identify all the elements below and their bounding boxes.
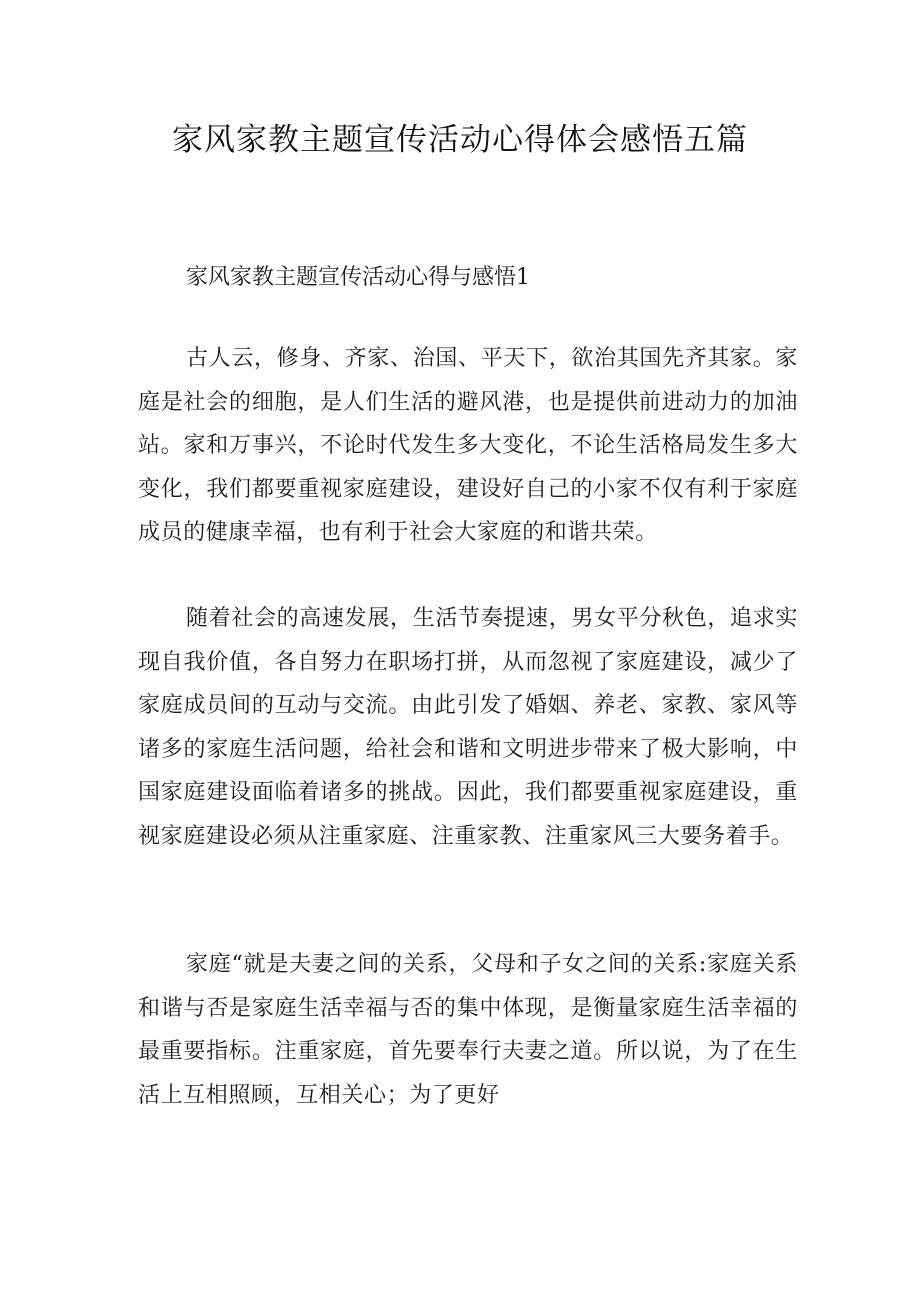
paragraph-2: 随着社会的高速发展，生活节奏提速，男女平分秋色，追求实现自我价值，各自努力在职场打拼，从而忽视了家庭建设，减少了家庭成员间的互动与交流。由此引发了婚姻、养老、家教、家风等诸多的家庭生活问题，给社会和谐和文明进步带来了极大影响，中国家庭建设面临着诸多的挑战。因此，我们都要重视家庭建设，重视家庭建设必须从注重家庭、注重家教、注重家风三大要务着手。 — [138, 606, 798, 849]
paragraph-3: 家庭“就是夫妻之间的关系，父母和子女之间的关系:家庭关系和谐与否是家庭生活幸福与否的集中体现，是衡量家庭生活幸福的最重要指标。注重家庭，首先要奉行夫妻之道。所以说，为了在生活上互相照顾，互相关心；为了更好 — [138, 952, 798, 1108]
document-title: 家风家教主题宣传活动心得体会感悟五篇 — [172, 122, 748, 158]
paragraph-1: 古人云，修身、齐家、治国、平天下，欲治其国先齐其家。家庭是社会的细胞，是人们生活的避风港，也是提供前进动力的加油站。家和万事兴，不论时代发生多大变化，不论生活格局发生多大变化，我们都要重视家庭建设，建设好自己的小家不仅有利于家庭成员的健康幸福，也有利于社会大家庭的和谐共荣。 — [138, 346, 798, 545]
section-heading: 家风家教主题宣传活动心得与感悟1 — [186, 265, 530, 290]
